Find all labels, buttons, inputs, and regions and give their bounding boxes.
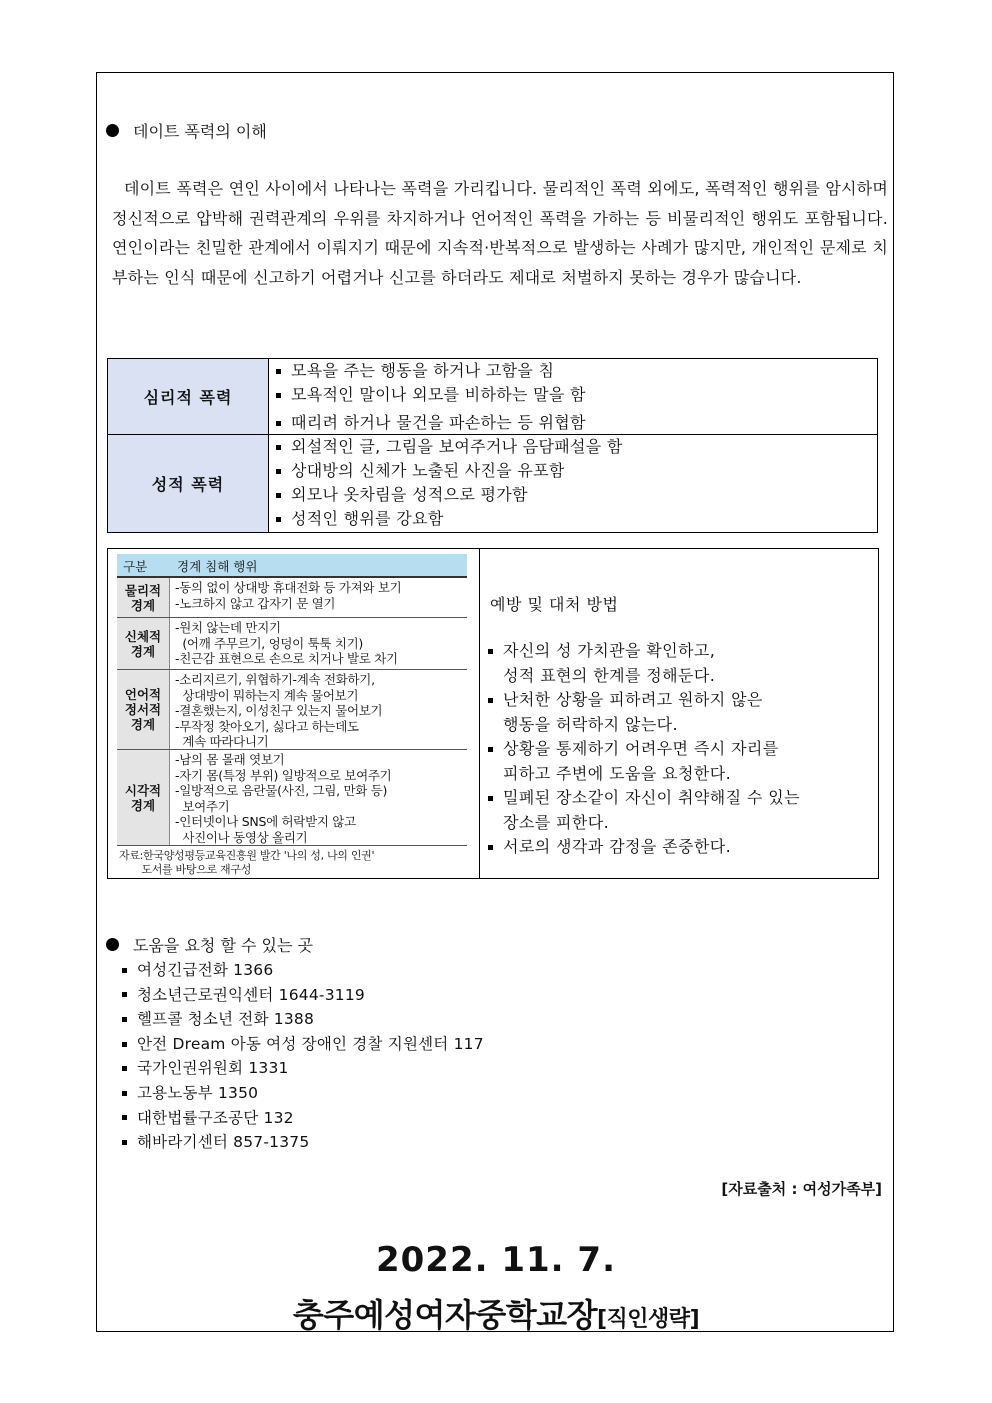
square-bullet-icon — [276, 421, 281, 426]
square-bullet-icon — [488, 649, 493, 654]
contact-item: 청소년근로권익센터 1644-3119 — [122, 983, 484, 1008]
help-contacts-list — [122, 958, 484, 1155]
square-bullet-icon — [122, 1017, 127, 1022]
square-bullet-icon — [488, 747, 493, 752]
prevention-title: 예방 및 대처 방법 — [490, 595, 619, 614]
violence-item: 외모나 옷차림을 성적으로 평가함 — [276, 483, 873, 507]
square-bullet-icon — [488, 698, 493, 703]
prevention-list — [488, 639, 878, 860]
square-bullet-icon — [122, 1066, 127, 1071]
help-heading — [106, 933, 313, 956]
boundary-row-visual — [117, 750, 467, 846]
contact-item: 고용노동부 1350 — [122, 1081, 484, 1106]
prevention-item: 서로의 생각과 감정을 존중한다. — [488, 835, 878, 860]
violence-items — [276, 435, 873, 531]
column-divider — [479, 549, 480, 878]
contact-item: 국가인권위원회 1331 — [122, 1056, 484, 1081]
boundary-lines: -소리지르기, 위협하기-계속 전화하기, 상대방이 뭐하는지 계속 물어보기 -결혼했는지, 이성친구 있는지 물어보기 -무작정 찾아오기, 싫다고 하는데도 계속 따라다니기 — [175, 672, 383, 749]
violence-row-psychological — [108, 359, 877, 435]
square-bullet-icon — [122, 1091, 127, 1096]
square-bullet-icon — [488, 796, 493, 801]
boundary-category: 물리적 경계 — [117, 578, 170, 617]
square-bullet-icon — [276, 493, 281, 498]
document-date: 2022. 11. 7. — [375, 1240, 617, 1280]
boundary-category: 시각적 경계 — [117, 750, 170, 845]
contact-item: 대한법률구조공단 132 — [122, 1106, 484, 1131]
violence-types-table — [107, 358, 878, 533]
violence-label: 심리적 폭력 — [108, 359, 269, 434]
bullet-circle-icon — [106, 938, 119, 951]
violence-item: 성적인 행위를 강요함 — [276, 507, 873, 531]
boundary-category: 신체적 경계 — [117, 618, 170, 669]
contact-item: 여성긴급전화 1366 — [122, 958, 484, 983]
help-heading-text: 도움을 요청 할 수 있는 곳 — [133, 936, 313, 955]
seal-note: [직인생략] — [597, 1307, 700, 1332]
square-bullet-icon — [488, 845, 493, 850]
contact-item: 안전 Dream 아동 여성 장애인 경찰 지원센터 117 — [122, 1032, 484, 1057]
square-bullet-icon — [122, 1140, 127, 1145]
square-bullet-icon — [276, 445, 281, 450]
violence-item: 외설적인 글, 그림을 보여주거나 음담패설을 함 — [276, 435, 873, 459]
boundary-lines: -원치 않는데 만지기 (어깨 주무르기, 엉덩이 툭툭 치기) -친근감 표현으로 손으로 치거나 발로 차기 — [175, 620, 398, 666]
header-behavior: 경계 침해 행위 — [177, 559, 258, 574]
violence-row-sexual — [108, 435, 877, 532]
signer — [0, 1290, 992, 1336]
square-bullet-icon — [276, 517, 281, 522]
square-bullet-icon — [276, 369, 281, 374]
square-bullet-icon — [122, 1042, 127, 1047]
boundary-table-source: 자료:한국양성평등교육진흥원 발간 '나의 성, 나의 인권' 도서를 바탕으로 재구성 — [119, 849, 375, 876]
violence-items — [276, 359, 873, 435]
understanding-paragraph — [112, 174, 888, 292]
boundary-row-bodily — [117, 618, 467, 670]
square-bullet-icon — [276, 469, 281, 474]
boundary-row-verbal — [117, 670, 467, 750]
square-bullet-icon — [276, 393, 281, 398]
bullet-circle-icon — [106, 124, 119, 137]
boundary-lines: -동의 없이 상대방 휴대전화 등 가져와 보기 -노크하지 않고 갑자기 문 열기 — [175, 580, 402, 611]
header-category: 구분 — [123, 559, 148, 574]
understanding-heading — [106, 119, 267, 142]
prevention-item: 자신의 성 가치관을 확인하고, 성적 표현의 한계를 정해둔다. — [488, 639, 878, 688]
boundary-prevention-box — [107, 548, 879, 879]
boundary-lines: -남의 몸 몰래 엿보기 -자기 몸(특정 부위) 일방적으로 보여주기 -일방적으로 음란물(사진, 그림, 만화 등) 보여주기 -인터넷이나 SNS에 허락받지 않고 사진이나 동영상 올리기 — [175, 752, 392, 845]
violence-item: 모욕을 주는 행동을 하거나 고함을 침 — [276, 359, 873, 383]
boundary-table — [117, 554, 467, 874]
understanding-text: 데이트 폭력은 연인 사이에서 나타나는 폭력을 가리킵니다. 물리적인 폭력 외에도, 폭력적인 행위를 암시하며 정신적으로 압박해 권력관계의 우위를 차지하거나 언어적인 폭력을 가하는 등 비물리적인 행위도 포함됩니다. 연인이라는 친밀한 관계에서 이뤄지기 때문에 지속적·반복적으로 발생하는 사례가 많지만, 개인적인 문제로 치부하는 인식 때문에 신고하기 어렵거나 신고를 하더라도 제대로 처벌하지 못하는 경우가 많습니다. — [112, 179, 888, 287]
prevention-item: 밀폐된 장소같이 자신이 취약해질 수 있는 장소를 피한다. — [488, 786, 878, 835]
signer-name: 충주예성여자중학교장 — [292, 1296, 597, 1334]
contact-item: 헬프콜 청소년 전화 1388 — [122, 1007, 484, 1032]
square-bullet-icon — [122, 992, 127, 997]
boundary-row-physical — [117, 578, 467, 618]
contact-item: 해바라기센터 857-1375 — [122, 1130, 484, 1155]
prevention-item: 난처한 상황을 피하려고 원하지 않은 행동을 허락하지 않는다. — [488, 688, 878, 737]
violence-label: 성적 폭력 — [108, 435, 269, 532]
prevention-item: 상황을 통제하기 어려우면 즉시 자리를 피하고 주변에 도움을 요청한다. — [488, 737, 878, 786]
square-bullet-icon — [122, 968, 127, 973]
violence-item: 상대방의 신체가 노출된 사진을 유포함 — [276, 459, 873, 483]
boundary-category: 언어적 정서적 경계 — [117, 670, 170, 749]
violence-item: 때리려 하거나 물건을 파손하는 등 위협함 — [276, 411, 873, 435]
boundary-table-header — [117, 554, 467, 578]
square-bullet-icon — [122, 1115, 127, 1120]
violence-item: 모욕적인 말이나 외모를 비하하는 말을 함 — [276, 383, 873, 407]
understanding-heading-text: 데이트 폭력의 이해 — [133, 122, 267, 141]
source-note: [자료출처 : 여성가족부] — [721, 1180, 882, 1198]
